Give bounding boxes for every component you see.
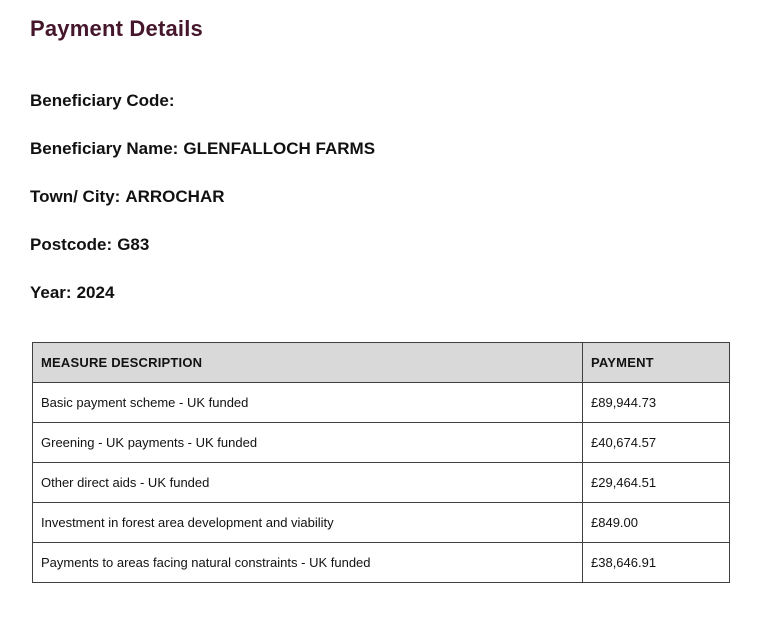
table-row (33, 423, 730, 463)
payment-cell: £89,944.73 (583, 383, 730, 423)
table-row (33, 543, 730, 583)
table-row (33, 383, 730, 423)
detail-field-year (30, 284, 764, 301)
table-header-row (33, 343, 730, 383)
beneficiary-details (30, 92, 764, 301)
detail-label: Year: (30, 283, 72, 302)
payments-table (32, 342, 730, 583)
detail-label: Town/ City: (30, 187, 121, 206)
detail-value: 2024 (76, 283, 115, 302)
page-title: Payment Details (30, 16, 203, 41)
payment-cell: £40,674.57 (583, 423, 730, 463)
payment-cell: £29,464.51 (583, 463, 730, 503)
detail-field-beneficiary-name (30, 140, 764, 157)
detail-field-beneficiary-code (30, 92, 764, 109)
payment-cell: £849.00 (583, 503, 730, 543)
detail-value: G83 (117, 235, 150, 254)
measure-cell: Investment in forest area development and viability (33, 503, 583, 543)
measure-cell: Other direct aids - UK funded (33, 463, 583, 503)
column-header-payment: PAYMENT (583, 343, 730, 383)
detail-label: Postcode: (30, 235, 113, 254)
detail-field-postcode (30, 236, 764, 253)
detail-label: Beneficiary Code: (30, 91, 175, 110)
detail-value: ARROCHAR (125, 187, 225, 206)
measure-cell: Basic payment scheme - UK funded (33, 383, 583, 423)
measure-cell: Payments to areas facing natural constraints - UK funded (33, 543, 583, 583)
column-header-measure-description: MEASURE DESCRIPTION (33, 343, 583, 383)
detail-field-town-city (30, 188, 764, 205)
table-row (33, 463, 730, 503)
detail-label: Beneficiary Name: (30, 139, 179, 158)
measure-cell: Greening - UK payments - UK funded (33, 423, 583, 463)
detail-value: GLENFALLOCH FARMS (183, 139, 376, 158)
payment-cell: £38,646.91 (583, 543, 730, 583)
table-row (33, 503, 730, 543)
